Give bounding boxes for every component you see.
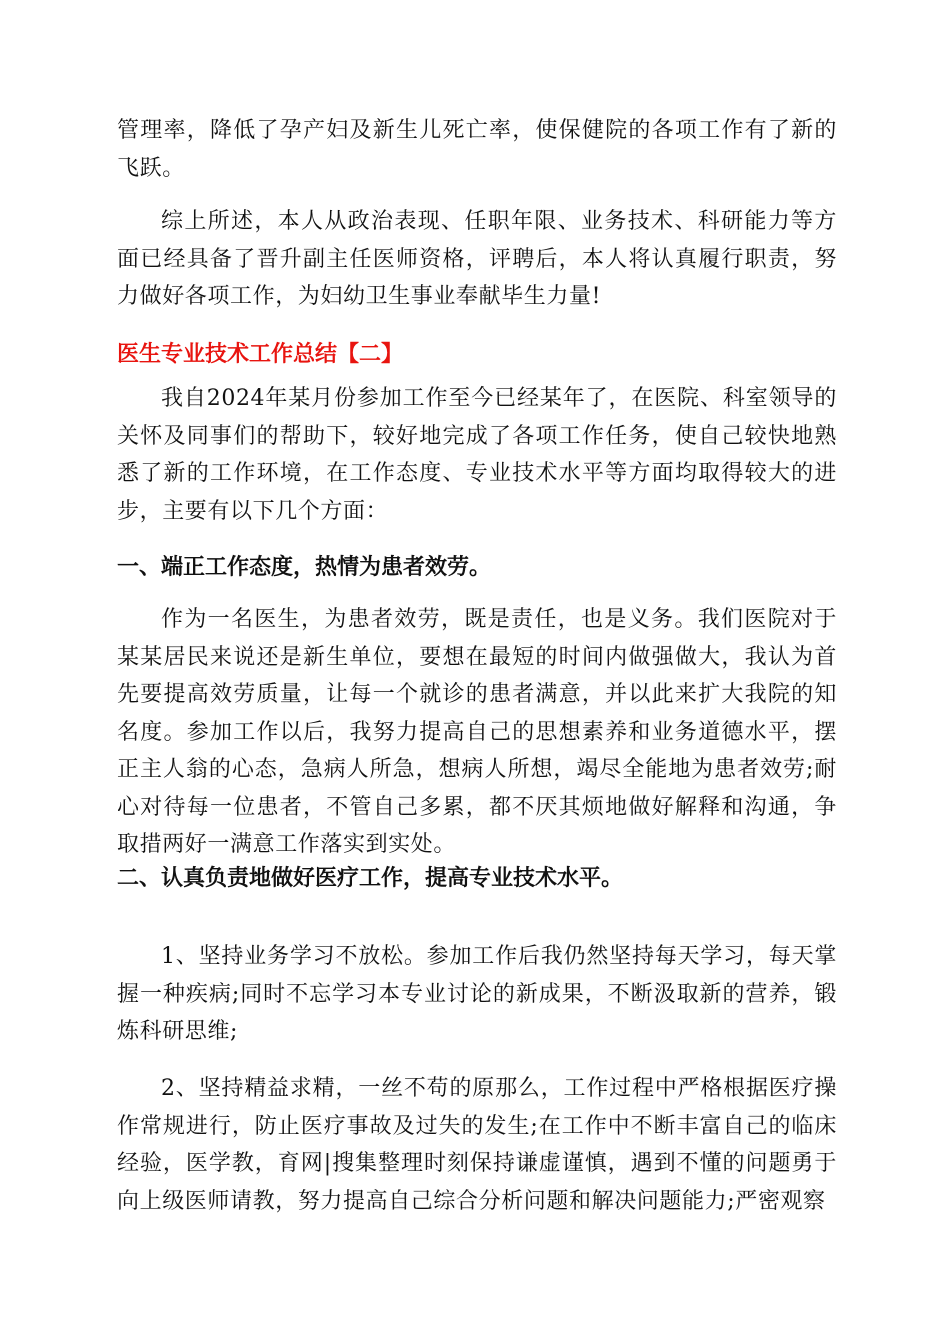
paragraph-intro-continuation: 管理率，降低了孕产妇及新生儿死亡率，使保健院的各项工作有了新的飞跃。 <box>117 118 837 181</box>
heading-work-attitude: 一、端正工作态度，热情为患者效劳。 <box>117 555 492 580</box>
section-title: 医生专业技术工作总结【二】 <box>117 342 404 367</box>
paragraph-summary: 综上所述，本人从政治表现、任职年限、业务技术、科研能力等方面已经具备了晋升副主任医师资格，评聘后，本人将认真履行职责，努力做好各项工作，为妇幼卫生事业奉献毕生力量! <box>117 209 837 309</box>
heading-medical-work: 二、认真负责地做好医疗工作，提高专业技术水平。 <box>117 866 624 891</box>
paragraph-item-study: 1、坚持业务学习不放松。参加工作后我仍然坚持每天学习，每天掌握一种疾病;同时不忘学习本专业讨论的新成果，不断汲取新的营养，锻炼科研思维; <box>117 944 837 1044</box>
paragraph-item-precision: 2、坚持精益求精，一丝不苟的原那么，工作过程中严格根据医疗操作常规进行，防止医疗事故及过失的发生;在工作中不断丰富自己的临床经验，医学教，育网|搜集整理时刻保持谦虚谨慎，遇到不懂的问题勇于向上级医师请教，努力提高自己综合分析问题和解决问题能力;严密观察 <box>117 1076 837 1214</box>
paragraph-section-intro: 我自2024年某月份参加工作至今已经某年了，在医院、科室领导的关怀及同事们的帮助下，较好地完成了各项工作任务，使自己较快地熟悉了新的工作环境，在工作态度、专业技术水平等方面均取得较大的进步，主要有以下几个方面： <box>117 386 837 524</box>
paragraph-work-attitude: 作为一名医生，为患者效劳，既是责任，也是义务。我们医院对于某某居民来说还是新生单位，要想在最短的时间内做强做大，我认为首先要提高效劳质量，让每一个就诊的患者满意，并以此来扩大我院的知名度。参加工作以后，我努力提高自己的思想素养和业务道德水平，摆正主人翁的心态，急病人所急，想病人所想，竭尽全能地为患者效劳;耐心对待每一位患者，不管自己多累，都不厌其烦地做好解释和沟通，争取措两好一满意工作落实到实处。 <box>117 607 837 857</box>
